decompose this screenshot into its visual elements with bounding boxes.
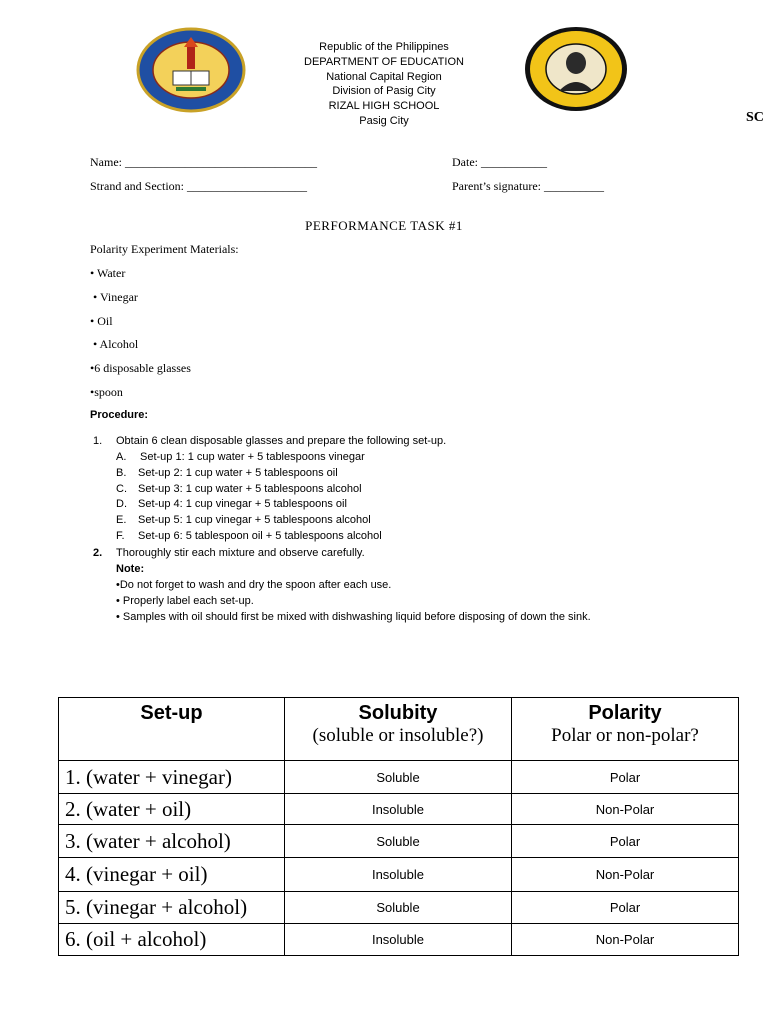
setup-cell: 4. (vinegar + oil) <box>59 858 285 892</box>
setup-item: Set-up 2: 1 cup water + 5 tablespoons oil <box>138 467 338 479</box>
material-item: • Alcohol <box>90 337 139 351</box>
note-item: • Properly label each set-up. <box>116 595 254 607</box>
setup-item: Set-up 4: 1 cup vinegar + 5 tablespoons oil <box>135 498 347 510</box>
header-cell-solubility <box>285 698 512 761</box>
table-row <box>59 892 739 924</box>
header-city: Pasig City <box>359 115 409 127</box>
setup-item: Set-up 5: 1 cup vinegar + 5 tablespoons alcohol <box>138 514 371 526</box>
setup-cell: 1. (water + vinegar) <box>59 761 285 794</box>
setup-letter: C. <box>116 483 127 495</box>
table-row <box>59 924 739 956</box>
setup-item: Set-up 3: 1 cup water + 5 tablespoons alcohol <box>138 483 362 495</box>
material-item: • Oil <box>90 314 113 328</box>
setup-cell: 5. (vinegar + alcohol) <box>59 892 285 924</box>
header-solubility-sub: (soluble or insoluble?) <box>312 725 484 746</box>
solubility-cell: Soluble <box>285 892 512 924</box>
solubility-cell: Insoluble <box>285 924 512 956</box>
table-header-row <box>59 698 739 761</box>
header-setup: Set-up <box>140 702 203 724</box>
header-school: RIZAL HIGH SCHOOL <box>328 100 440 112</box>
note-heading: Note: <box>116 563 145 575</box>
header-region: National Capital Region <box>326 71 442 83</box>
table-row <box>59 761 739 794</box>
polarity-cell: Polar <box>512 825 739 858</box>
setup-letter: D. <box>116 498 127 510</box>
step-text: Obtain 6 clean disposable glasses and prepare the following set-up. <box>116 435 447 447</box>
polarity-cell: Polar <box>512 892 739 924</box>
parent-signature-field: Parent’s signature: __________ <box>452 179 604 193</box>
header-division: Division of Pasig City <box>332 85 436 97</box>
header-republic: Republic of the Philippines <box>319 41 449 53</box>
header-department: DEPARTMENT OF EDUCATION <box>304 56 464 68</box>
solubility-cell: Soluble <box>285 825 512 858</box>
material-item: •spoon <box>90 385 123 399</box>
polarity-cell: Non-Polar <box>512 924 739 956</box>
note-item: •Do not forget to wash and dry the spoon after each use. <box>116 579 392 591</box>
material-item: •6 disposable glasses <box>90 361 191 375</box>
polarity-cell: Polar <box>512 761 739 794</box>
polarity-cell: Non-Polar <box>512 858 739 892</box>
name-field: Name: ________________________________ <box>90 155 317 169</box>
page-title: PERFORMANCE TASK #1 <box>305 218 463 233</box>
setup-cell: 6. (oil + alcohol) <box>59 924 285 956</box>
cropped-edge-text: SC <box>746 110 764 125</box>
header-polarity-sub: Polar or non-polar? <box>551 725 699 746</box>
note-item: • Samples with oil should first be mixed with dishwashing liquid before disposing of down the sink. <box>116 611 591 623</box>
setup-cell: 3. (water + alcohol) <box>59 825 285 858</box>
header-cell-setup <box>59 698 285 761</box>
step-number: 1. <box>93 435 103 447</box>
rizal-high-school-seal-logo <box>523 25 629 113</box>
table-row <box>59 858 739 892</box>
setup-letter: F. <box>116 530 125 542</box>
step-number: 2. <box>93 547 103 559</box>
strand-section-field: Strand and Section: ____________________ <box>90 179 307 193</box>
setup-item: Set-up 6: 5 tablespoon oil + 5 tablespoons alcohol <box>138 530 382 542</box>
header-cell-polarity <box>512 698 739 761</box>
material-item: • Water <box>90 266 126 280</box>
solubility-cell: Soluble <box>285 761 512 794</box>
solubility-cell: Insoluble <box>285 794 512 825</box>
setup-cell: 2. (water + oil) <box>59 794 285 825</box>
header-polarity: Polarity <box>588 702 662 724</box>
setup-letter: E. <box>116 514 127 526</box>
setup-letter: A. <box>116 451 127 463</box>
header-solubility: Solubity <box>358 702 438 724</box>
material-item: • Vinegar <box>90 290 138 304</box>
schools-division-seal-logo <box>136 27 246 113</box>
setup-item: Set-up 1: 1 cup water + 5 tablespoons vinegar <box>140 451 365 463</box>
setup-letter: B. <box>116 467 127 479</box>
materials-heading: Polarity Experiment Materials: <box>90 242 239 256</box>
results-table <box>58 697 739 956</box>
table-row <box>59 825 739 858</box>
step-text: Thoroughly stir each mixture and observe carefully. <box>116 547 365 559</box>
polarity-cell: Non-Polar <box>512 794 739 825</box>
solubility-cell: Insoluble <box>285 858 512 892</box>
table-row <box>59 794 739 825</box>
procedure-heading: Procedure: <box>90 409 149 421</box>
date-field: Date: ___________ <box>452 155 547 169</box>
